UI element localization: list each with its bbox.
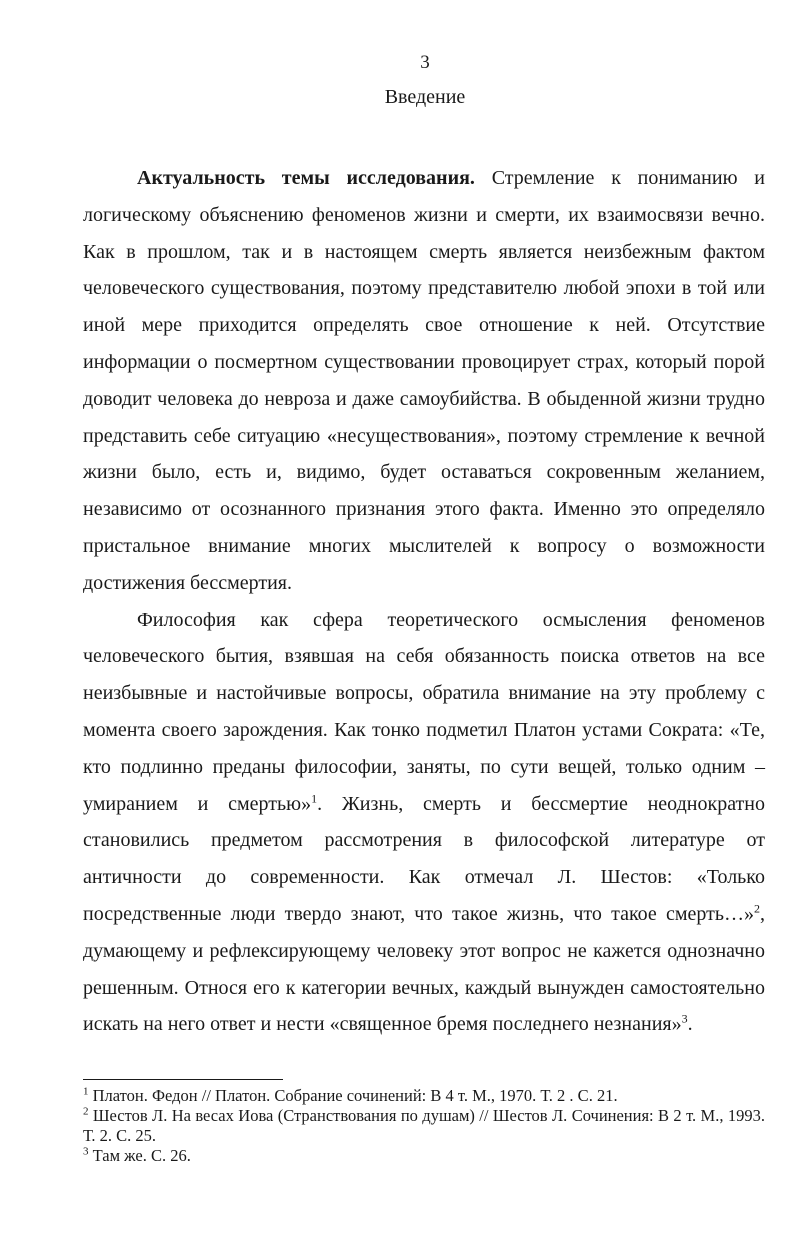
footnote-number: 3 bbox=[83, 1145, 89, 1158]
footnote-number: 2 bbox=[83, 1105, 89, 1118]
body-text bbox=[83, 160, 765, 1043]
footnote-divider bbox=[83, 1079, 283, 1080]
footnote-2 bbox=[83, 1106, 765, 1146]
footnote-text: Там же. С. 26. bbox=[88, 1146, 191, 1165]
section-heading: Введение bbox=[384, 86, 466, 108]
paragraph-philosophy bbox=[83, 602, 765, 1044]
footnote-text: Шестов Л. На весах Иова (Странствования по душам) // Шестов Л. Сочинения: В 2 т. М., 1993. Т. 2. С. 25. bbox=[83, 1106, 765, 1145]
footnote-ref[interactable]: 1 bbox=[311, 790, 318, 805]
paragraph-text: Стремление к пониманию и логическому объяснению феноменов жизни и смерти, их взаимосвязи вечно. Как в прошлом, так и в настоящем смерть является неизбежным фактом человеческого существования, поэтому представителю любой эпохи в той или иной мере приходится определять свое отношение к ней. Отсутствие информации о посмертном существовании провоцирует страх, который порой доводит человека до невроза и даже самоубийства. В обыденной жизни трудно представить себе ситуацию «несуществования», поэтому стремление к вечной жизни было, есть и, видимо, будет оставаться сокровенным желанием, независимо от осознанного признания этого факта. Именно это определяло пристальное внимание многих мыслителей к вопросу о возможности достижения бессмертия. bbox=[83, 167, 766, 594]
footnote-number: 1 bbox=[83, 1085, 89, 1098]
footnote-text: Платон. Федон // Платон. Собрание сочинений: В 4 т. М., 1970. Т. 2 . С. 21. bbox=[88, 1086, 618, 1105]
footnotes bbox=[83, 1086, 765, 1166]
paragraph-text: . Жизнь, смерть и бессмертие неоднократно становились предметом рассмотрения в философской литературе от античности до современности. Как отмечал Л. Шестов: «Только посредственные люди твердо знают, что такое жизнь, что такое смерть…» bbox=[83, 792, 765, 925]
paragraph-lead: Актуальность темы исследования. bbox=[137, 167, 475, 189]
footnote-ref[interactable]: 2 bbox=[754, 901, 760, 916]
paragraph-text: Философия как сфера теоретического осмысления феноменов человеческого бытия, взявшая на себя обязанность поиска ответов на все неизбывные и настойчивые вопросы, обратила внимание на эту проблему с момента своего зарождения. Как тонко подметил Платон устами Сократа: «Те, кто подлинно преданы философии, заняты, по сути вещей, только одним – умиранием и смертью» bbox=[83, 608, 765, 815]
footnote-3 bbox=[83, 1146, 765, 1166]
paragraph-text: . bbox=[687, 1013, 693, 1036]
paragraph-text: , думающему и рефлексирующему человеку этот вопрос не кажется однозначно решенным. Относя его к категории вечных, каждый вынужден самостоятельно искать на него ответ и нести «священное бремя последнего незнания» bbox=[83, 902, 765, 1036]
paragraph-relevance bbox=[83, 160, 765, 602]
footnote-ref[interactable]: 3 bbox=[681, 1011, 688, 1026]
page-number: 3 bbox=[420, 52, 430, 73]
footnote-1 bbox=[83, 1086, 765, 1106]
